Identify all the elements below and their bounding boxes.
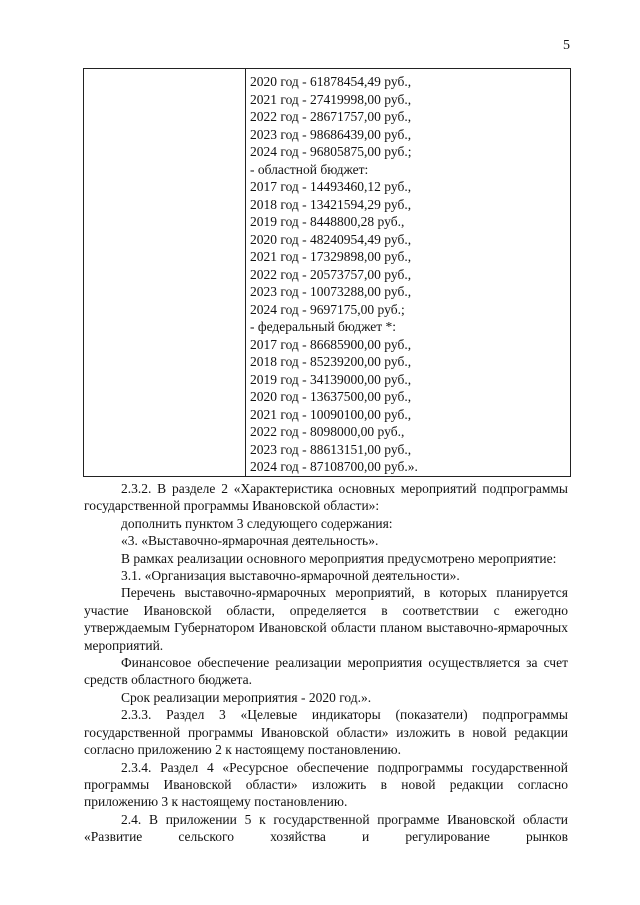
budget-line: 2018 год - 13421594,29 руб., [250,196,412,212]
paragraph: «3. «Выставочно-ярмарочная деятельность». [121,533,379,549]
paragraph: дополнить пунктом 3 следующего содержания: [121,515,393,531]
paragraph: 2.3.2. В разделе 2 «Характеристика основных мероприятий подпрограммы государственной программы Ивановской области»: [84,481,568,514]
page-number: 5 [563,38,570,53]
budget-line: 2020 год - 48240954,49 руб., [250,231,412,247]
paragraph: Перечень выставочно-ярмарочных мероприятий, в которых планируется участие Ивановской области, определяется в соответствии с ежегодно утверждаемым Губернатором Ивановской области планом выставочно-ярмарочных мероприятий. [84,585,568,653]
budget-line: 2023 год - 98686439,00 руб., [250,126,412,142]
budget-line: 2017 год - 86685900,00 руб., [250,336,412,352]
budget-line: 2018 год - 85239200,00 руб., [250,354,412,369]
budget-line: 2024 год - 87108700,00 руб.». [250,459,418,474]
budget-line: 2022 год - 20573757,00 руб., [250,266,412,282]
paragraph: В рамках реализации основного мероприятия предусмотрено мероприятие: [121,550,557,566]
budget-list [250,73,418,476]
paragraph: 2.3.4. Раздел 4 «Ресурсное обеспечение подпрограммы государственной программы Ивановской области» изложить в новой редакции согласно приложению 3 к настоящему постановлению. [84,759,568,810]
document-body [84,480,568,846]
budget-line: 2019 год - 8448800,28 руб., [250,214,405,229]
budget-line: 2021 год - 27419998,00 руб., [250,91,412,107]
budget-line: 2023 год - 10073288,00 руб., [250,284,412,299]
budget-line: 2017 год - 14493460,12 руб., [250,179,412,194]
budget-line: 2021 год - 17329898,00 руб., [250,249,412,264]
paragraph: 2.4. В приложении 5 к государственной программе Ивановской области «Развитие сельского хозяйства и регулирование рынков [84,811,568,845]
budget-line: 2021 год - 10090100,00 руб., [250,406,412,422]
paragraph: Финансовое обеспечение реализации мероприятия осуществляется за счет средств областного бюджета. [84,655,568,688]
budget-line: 2022 год - 8098000,00 руб., [250,424,405,439]
paragraph: Срок реализации мероприятия - 2020 год.». [121,689,372,705]
paragraph: 2.3.3. Раздел 3 «Целевые индикаторы (показатели) подпрограммы государственной программы Ивановской области» изложить в новой редакции согласно приложению 2 к настоящему постановлению. [84,707,568,758]
budget-line: 2019 год - 34139000,00 руб., [250,371,412,387]
budget-line: 2024 год - 96805875,00 руб.; [250,144,412,159]
budget-line: 2024 год - 9697175,00 руб.; [250,301,405,317]
budget-line: 2023 год - 88613151,00 руб., [250,441,412,457]
budget-table [83,68,571,477]
budget-line: 2020 год - 13637500,00 руб., [250,389,412,404]
table-column-divider [245,69,246,476]
budget-line: 2022 год - 28671757,00 руб., [250,109,412,124]
budget-heading-federal: - федеральный бюджет *: [250,319,396,334]
paragraph: 3.1. «Организация выставочно-ярмарочной деятельности». [121,568,460,584]
budget-heading-regional: - областной бюджет: [250,161,369,177]
budget-line: 2020 год - 61878454,49 руб., [250,74,412,89]
